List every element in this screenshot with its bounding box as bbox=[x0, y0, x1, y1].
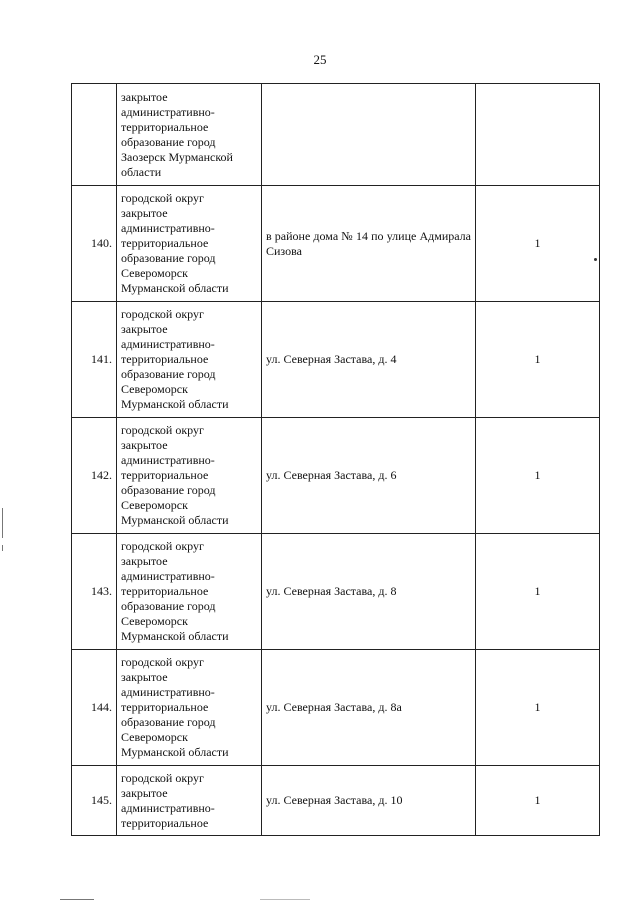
quantity-cell: 1 bbox=[476, 766, 600, 836]
table-row bbox=[72, 650, 600, 766]
table-row bbox=[72, 534, 600, 650]
municipality-cell: закрытое административно- территориальное образование город Заозерск Мурманской области bbox=[117, 84, 262, 186]
address-cell: ул. Северная Застава, д. 4 bbox=[262, 302, 476, 418]
municipality-cell: городской округ закрытое административно- территориальное образование город Североморск Мурманской области bbox=[117, 534, 262, 650]
row-number: 142. bbox=[72, 418, 117, 534]
table-row bbox=[72, 84, 600, 186]
row-number: 145. bbox=[72, 766, 117, 836]
address-cell: ул. Северная Застава, д. 6 bbox=[262, 418, 476, 534]
quantity-cell: 1 bbox=[476, 186, 600, 302]
table-row bbox=[72, 418, 600, 534]
address-cell: ул. Северная Застава, д. 10 bbox=[262, 766, 476, 836]
quantity-cell: 1 bbox=[476, 418, 600, 534]
quantity-cell: 1 bbox=[476, 534, 600, 650]
scan-bottom-mark bbox=[60, 899, 94, 900]
scan-speck bbox=[594, 258, 597, 261]
table-row bbox=[72, 302, 600, 418]
municipality-cell: городской округ закрытое административно- территориальное образование город Североморск Мурманской области bbox=[117, 418, 262, 534]
quantity-cell: 1 bbox=[476, 650, 600, 766]
address-cell bbox=[262, 84, 476, 186]
registry-table bbox=[71, 83, 600, 836]
table-row bbox=[72, 186, 600, 302]
row-number: 143. bbox=[72, 534, 117, 650]
municipality-cell: городской округ закрытое административно- территориальное bbox=[117, 766, 262, 836]
municipality-cell: городской округ закрытое административно- территориальное образование город Североморск Мурманской области bbox=[117, 186, 262, 302]
page-number: 25 bbox=[313, 52, 327, 67]
quantity-cell: 1 bbox=[476, 302, 600, 418]
row-number bbox=[72, 84, 117, 186]
scan-edge-mark bbox=[2, 545, 3, 551]
quantity-cell bbox=[476, 84, 600, 186]
row-number: 144. bbox=[72, 650, 117, 766]
scan-bottom-mark bbox=[260, 899, 310, 900]
address-cell: ул. Северная Застава, д. 8 bbox=[262, 534, 476, 650]
row-number: 141. bbox=[72, 302, 117, 418]
municipality-cell: городской округ закрытое административно- территориальное образование город Североморск Мурманской области bbox=[117, 650, 262, 766]
scan-edge-mark bbox=[2, 508, 3, 538]
municipality-cell: городской округ закрытое административно- территориальное образование город Североморск Мурманской области bbox=[117, 302, 262, 418]
address-cell: ул. Северная Застава, д. 8а bbox=[262, 650, 476, 766]
row-number: 140. bbox=[72, 186, 117, 302]
address-cell: в районе дома № 14 по улице Адмирала Сизова bbox=[262, 186, 476, 302]
table-row bbox=[72, 766, 600, 836]
